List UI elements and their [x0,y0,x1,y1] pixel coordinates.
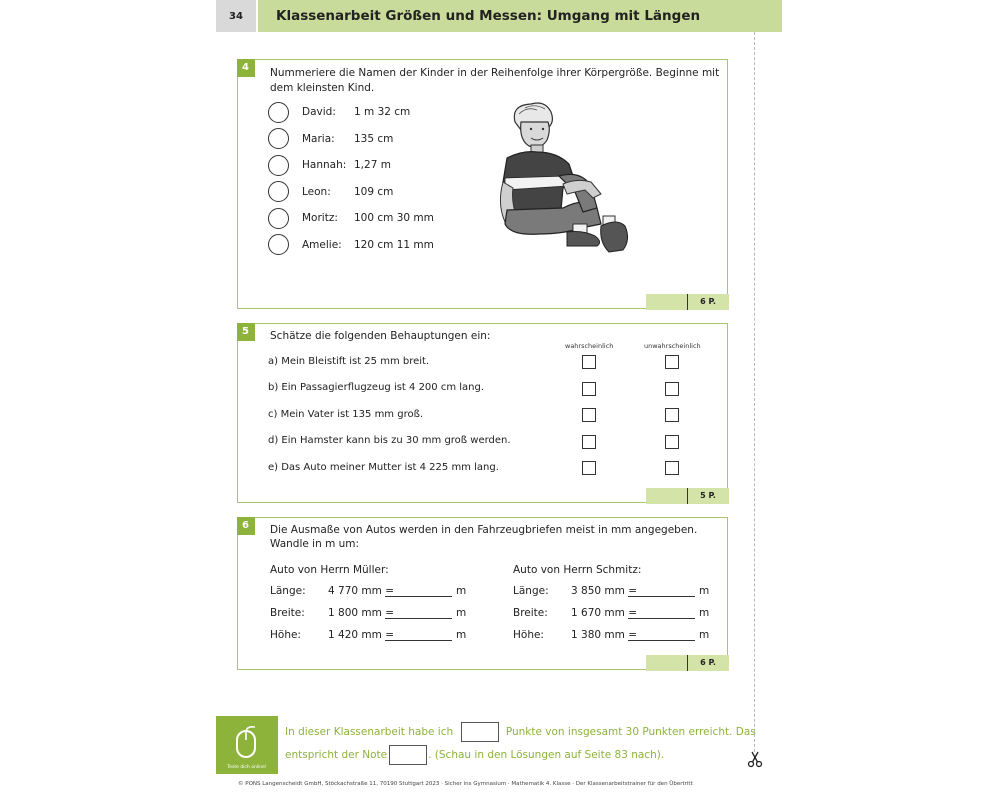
mouse-icon [233,725,261,759]
dimension-value: 3 850 mm = [571,585,637,597]
checkbox-likely[interactable] [582,355,596,369]
online-test-badge[interactable] [216,716,278,774]
points-input-box[interactable] [461,722,499,742]
checkbox-unlikely[interactable] [665,408,679,422]
kid-height: 1 m 32 cm [354,106,411,118]
kid-height: 135 cm [354,132,394,145]
task-4 [237,59,728,309]
rank-circle[interactable] [268,102,289,123]
rank-circle[interactable] [268,155,289,176]
kid-row [268,181,394,203]
task-5 [237,323,728,503]
statement: e) Das Auto meiner Mutter ist 4 225 mm lang. [268,462,499,473]
checkbox-unlikely[interactable] [665,461,679,475]
kid-height: 120 cm 11 mm [354,238,434,251]
dimension-label: Höhe: [270,629,301,641]
dimension-label: Länge: [513,585,549,597]
task-question: Nummeriere die Namen der Kinder in der Reihenfolge ihrer Körpergröße. Beginne mit dem kleinsten Kind. [270,67,720,94]
task-6 [237,517,728,670]
answer-line[interactable] [628,640,695,641]
online-test-caption: Teste dich online! [227,765,267,770]
checkbox-unlikely[interactable] [665,435,679,449]
checkbox-likely[interactable] [582,408,596,422]
scissors-icon [746,750,764,768]
rank-circle[interactable] [268,128,289,149]
kid-row [268,101,411,123]
task-number: 6 [237,517,255,535]
kid-name: Hannah: [302,159,347,171]
checkbox-unlikely[interactable] [665,382,679,396]
statement: b) Ein Passagierflugzeug ist 4 200 cm lang. [268,382,485,393]
task-question-line-2: Wandle in m um: [270,538,360,550]
kid-row [268,207,434,229]
answer-line[interactable] [385,596,452,597]
column-header-unlikely: unwahrscheinlich [644,342,701,350]
dimension-label: Höhe: [513,629,544,641]
points-value: 6 P. [687,655,729,671]
summary-line-1 [285,722,756,742]
rank-circle[interactable] [268,208,289,229]
checkbox-likely[interactable] [582,435,596,449]
summary-text: . (Schau in den Lösungen auf Seite 83 nach). [428,749,665,761]
boy-illustration [493,100,643,260]
dimension-value: 1 420 mm = [328,629,394,641]
column-header-likely: wahrscheinlich [565,342,614,350]
task-number: 4 [237,59,255,77]
cut-line [754,32,755,752]
unit: m [456,585,467,597]
unit: m [456,629,467,641]
dimension-label: Breite: [513,607,548,619]
dimension-value: 4 770 mm = [328,585,394,597]
rank-circle[interactable] [268,234,289,255]
summary-text: entspricht der Note [285,749,388,761]
unit: m [699,585,710,597]
dimension-label: Länge: [270,585,306,597]
task-question-line-1: Die Ausmaße von Autos werden in den Fahrzeugbriefen meist in mm angegeben. [270,524,698,536]
copyright: © PONS Langenscheidt GmbH, Stöckachstraße 11, 70190 Stuttgart 2023 · Sicher ins Gymnasium · Mathematik 4. Klasse · Der Klassenarbeitstrainer für den Übertritt [238,781,693,787]
car-2-title: Auto von Herrn Schmitz: [513,564,642,576]
page-title: Klassenarbeit Größen und Messen: Umgang mit Längen [258,0,782,32]
points-value: 6 P. [687,294,729,310]
kid-name: David: [302,106,336,118]
grade-input-box[interactable] [389,745,427,765]
kid-name: Moritz: [302,212,338,224]
statement: a) Mein Bleistift ist 25 mm breit. [268,356,430,367]
kid-height: 109 cm [354,185,394,198]
points-bar [646,294,729,310]
checkbox-likely[interactable] [582,461,596,475]
statement: d) Ein Hamster kann bis zu 30 mm groß werden. [268,435,511,446]
kid-row [268,234,434,256]
kid-row [268,154,391,176]
dimension-label: Breite: [270,607,305,619]
unit: m [699,607,710,619]
dimension-value: 1 380 mm = [571,629,637,641]
statement: c) Mein Vater ist 135 mm groß. [268,409,424,420]
kid-name: Amelie: [302,238,342,251]
kid-height: 100 cm 30 mm [354,212,434,224]
car-1-title: Auto von Herrn Müller: [270,564,389,576]
task-question: Schätze die folgenden Behauptungen ein: [270,330,491,342]
summary-text: Punkte von insgesamt 30 Punkten erreicht. Das [505,726,756,738]
unit: m [699,629,710,641]
answer-line[interactable] [628,618,695,619]
points-bar [646,655,729,671]
page-number: 34 [216,0,256,32]
checkbox-likely[interactable] [582,382,596,396]
answer-line[interactable] [628,596,695,597]
kid-name: Leon: [302,185,331,198]
points-value: 5 P. [687,488,729,504]
checkbox-unlikely[interactable] [665,355,679,369]
unit: m [456,607,467,619]
rank-circle[interactable] [268,181,289,202]
kid-name: Maria: [302,132,335,145]
answer-line[interactable] [385,640,452,641]
task-number: 5 [237,323,255,341]
summary-text: In dieser Klassenarbeit habe ich [285,726,454,738]
answer-line[interactable] [385,618,452,619]
kid-height: 1,27 m [354,159,391,171]
dimension-value: 1 670 mm = [571,607,637,619]
dimension-value: 1 800 mm = [328,607,394,619]
kid-row [268,128,394,150]
summary-line-2 [285,745,664,765]
points-bar [646,488,729,504]
